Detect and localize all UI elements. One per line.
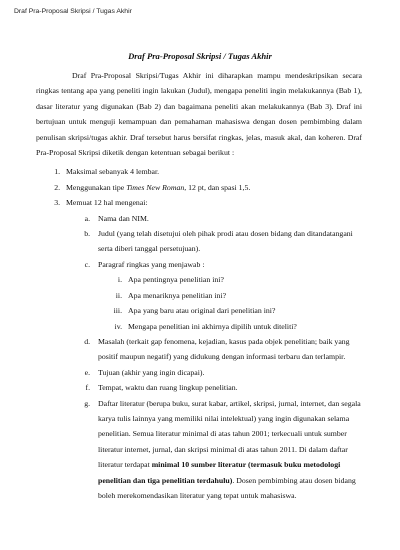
content-item-a (92, 211, 362, 226)
content-item-e (92, 365, 362, 380)
content-item-f (92, 380, 362, 395)
question-item (124, 319, 362, 334)
rules-list (36, 164, 362, 503)
question-text: Apa menariknya penelitian ini? (128, 290, 227, 300)
question-text: Apa pentingnya penelitian ini? (128, 275, 224, 285)
rule-item-1 (62, 164, 362, 179)
rule-item-2 (62, 180, 362, 195)
document-body (36, 68, 362, 503)
rule-2-font-name: Times New Roman (126, 182, 185, 192)
content-g-emphasis: minimal 10 sumber literatur (termasuk buku metodologi penelitian dan tiga penelitian terdahulu) (98, 460, 341, 485)
question-item (124, 272, 362, 287)
content-item-c (92, 257, 362, 334)
question-text: Mengapa penelitian ini akhirnya dipilih untuk diteliti? (128, 321, 297, 331)
content-c-text: Paragraf ringkas yang menjawab : (98, 259, 205, 269)
content-e-text: Tujuan (akhir yang ingin dicapai). (98, 367, 205, 377)
rule-1-text: Maksimal sebanyak 4 lembar. (66, 167, 160, 177)
content-g-text-end: . Dosen pembimbing atau dosen bidang boleh merekomendasikan literatur yang tepat untuk mahasiswa. (98, 475, 356, 500)
content-d-text: Masalah (terkait gap fenomena, kejadian, kasus pada objek penelitian; baik yang positif maupun negatif) yang didukung dengan informasi terbaru dan terlampir. (98, 336, 350, 362)
intro-paragraph: Draf Pra-Proposal Skripsi/Tugas Akhir ini diharapkan mampu mendeskripsikan secara ringkas tentang apa yang peneliti ingin lakukan (Judul), mengapa peneliti ingin melakukannya (Bab 1), dasar literatur yang digunakan (Bab 2) dan bagaimana peneliti akan melakukannya (Bab 3). Draf ini bertujuan untuk menguji kemampuan dan pemahaman mahasiswa dengan dosen pembimbing dalam penulisan skripsi/tugas akhir. Draf tersebut harus bersifat ringkas, jelas, masuk akal, dan koheren. Draf Pra-Proposal Skripsi diketik dengan ketentuan sebagai berikut : (36, 71, 362, 158)
question-text: Apa yang baru atau original dari penelitian ini? (128, 306, 276, 316)
content-a-text: Nama dan NIM. (98, 213, 149, 223)
rule-3-text: Memuat 12 hal mengenai: (66, 198, 148, 208)
rule-2-prefix: Menggunakan tipe (66, 182, 127, 192)
document-title: Draf Pra-Proposal Skripsi / Tugas Akhir (128, 51, 272, 61)
rule-2-suffix: , 12 pt, dan spasi 1,5. (184, 182, 251, 192)
content-item-d (92, 334, 362, 365)
question-item (124, 288, 362, 303)
content-f-text: Tempat, waktu dan ruang lingkup penelitian. (98, 383, 238, 393)
content-item-g (92, 396, 362, 504)
running-header: Draf Pra-Proposal Skripsi / Tugas Akhir (14, 8, 132, 15)
contents-list (66, 211, 362, 504)
content-item-b (92, 226, 362, 257)
content-b-text: Judul (yang telah disetujui oleh pihak prodi atau dosen bidang dan ditandatangani serta diberi tanggal persetujuan). (98, 229, 353, 254)
rule-item-3 (62, 195, 362, 503)
content-g-text: Daftar literatur (berupa buku, surat kabar, artikel, skripsi, jurnal, internet, dan segala karya tulis lainnya yang memiliki nilai intelektual) yang ingin digunakan selama penelitian. Semua literatur minimal di atas tahun 2001; terkecuali untuk sumber literatur internet, jurnal, dan skripsi minimal di atas tahun 2011. Di dalam daftar literatur terdapat (98, 398, 361, 470)
question-item (124, 303, 362, 318)
questions-list (98, 272, 362, 334)
